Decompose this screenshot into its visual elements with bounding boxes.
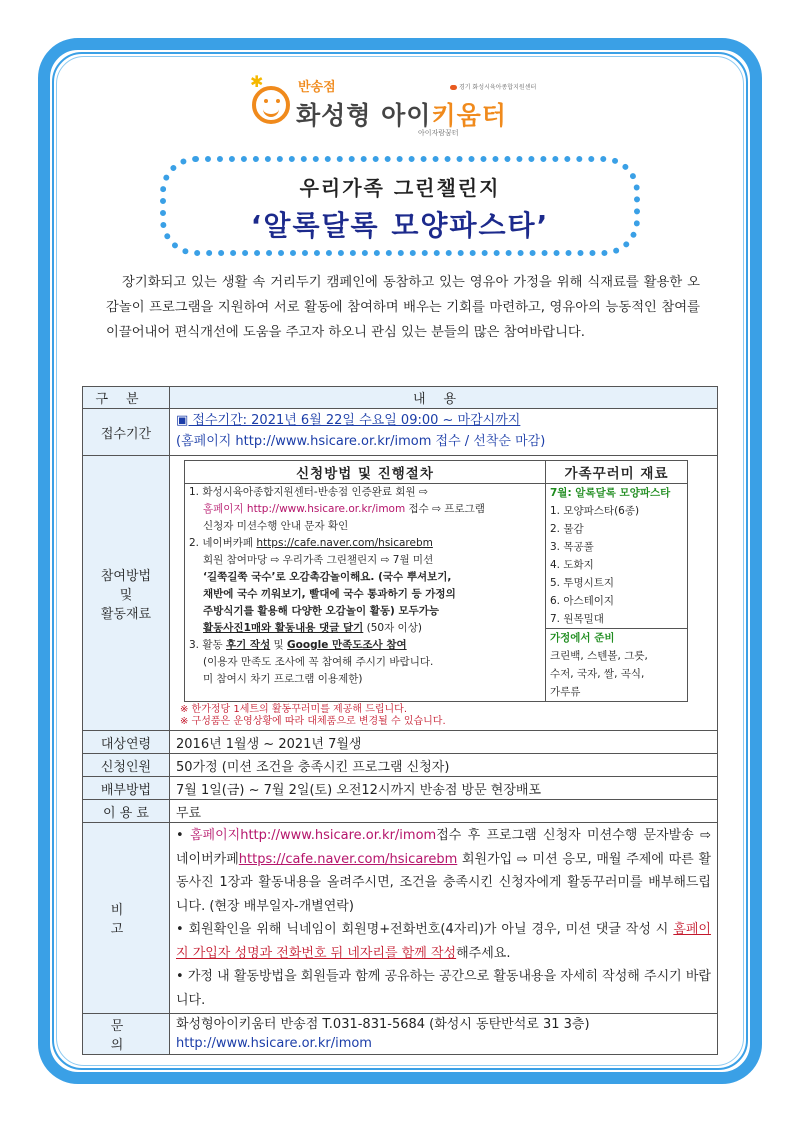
logo-name-part1: 화성형 아이 (296, 101, 432, 130)
procedure-step1-line2b: 접수 ⇨ 프로그램 (405, 503, 485, 515)
procedure-step1-line3: 신청자 미션수행 안내 문자 확인 (203, 520, 349, 532)
procedure-step3-line1 (189, 637, 541, 654)
material-item: 1. 모양파스타(6종) (550, 505, 640, 517)
procedure-step2-line4: 채반에 국수 끼워보기, 빨대에 국수 통과하기 등 가정의 (203, 588, 456, 600)
note-1: ※ 한가정당 1세트의 활동꾸러미를 제공해 드립니다. (180, 704, 408, 715)
table-row-distribution (83, 777, 718, 800)
procedure-step1-line2 (189, 501, 541, 518)
home-prep-title: 가정에서 준비 (550, 632, 615, 644)
participation-label-line3: 활동재료 (100, 606, 152, 622)
remarks-bullet-1 (176, 824, 711, 918)
home-prep-item: 크린백, 스텐볼, 그릇, (550, 650, 648, 662)
title-line2: ‘알록달록 모양파스타’ (250, 209, 550, 242)
intro-paragraph: 장기화되고 있는 생활 속 거리두기 캠페인에 동참하고 있는 영유아 가정을 위해 식재료를 활용한 오감놀이 프로그램을 지원하여 서로 활동에 참여하며 배우는 기회를 마련하고, 영유아의 능동적인 참여를 이끌어내어 편식개선에 도움을 주고자 하오니 관심 있는 분들의 많은 참여바랍니다. (106, 275, 700, 340)
logo-center-name (450, 82, 536, 91)
remarks-bullet-1-dot: • (176, 828, 190, 843)
material-item: 4. 도화지 (550, 559, 594, 571)
procedure-step2-line5: 주방식기를 활용해 다양한 오감놀이 활동) 모두가능 (203, 605, 440, 617)
logo-branch: 반송점 (298, 80, 336, 95)
table-row-reception (83, 409, 718, 456)
procedure-comment-req: 활동사진1매와 활동내용 댓글 달기 (203, 622, 364, 634)
remarks-bullet-1-text-a: 접수 후 프로그램 신청자 미션수행 문자발송 ⇨ 네이버카페 (176, 828, 711, 867)
header-col-content: 내용 (170, 387, 718, 409)
materials-cell (546, 484, 688, 629)
participation-content (170, 456, 718, 731)
table-row-remarks (83, 823, 718, 1014)
age-label: 대상연령 (83, 731, 170, 754)
remarks-bullet-2-text-b: 해주세요. (456, 945, 511, 961)
contact-label: 문 의 (83, 1014, 170, 1055)
table-row-people (83, 754, 718, 777)
remarks-bullet-2-text-a: • 회원확인을 위해 닉네임이 회원명+전화번호(4자리)가 아닐 경우, 미션 댓글 작성 시 (176, 922, 674, 937)
fee-value: 무료 (170, 800, 718, 823)
remarks-label: 비 고 (83, 823, 170, 1014)
star-icon: ✱ (250, 72, 264, 91)
center-logo-icon (450, 85, 457, 90)
material-item: 6. 아스테이지 (550, 595, 615, 607)
fee-label: 이 용 료 (83, 800, 170, 823)
table-row-contact (83, 1014, 718, 1055)
remarks-bullet-2 (176, 918, 711, 965)
title-line1: 우리가족 그린챌린지 (299, 176, 501, 200)
remarks-bullet-1-text-b: 회원가입 ⇨ 미션 응모, 매월 주제에 따른 활동사진 1장과 활동내용을 올려주시면, 조건을 충족시킨 신청자에게 활동꾸러미를 배부해드립니다. (현장 배부일자-개별연락) (176, 851, 711, 914)
material-item: 5. 투명시트지 (550, 577, 615, 589)
table-row-age (83, 731, 718, 754)
material-item: 3. 목공풀 (550, 541, 594, 553)
remarks-cafe-link[interactable]: https://cafe.naver.com/hsicarebm (238, 851, 458, 867)
procedure-header: 신청방법 및 진행절차 (185, 461, 546, 484)
distribution-value: 7월 1일(금) ~ 7월 2일(토) 오전12시까지 반송점 방문 현장배포 (170, 777, 718, 800)
procedure-review: 후기 작성 (225, 639, 271, 651)
procedure-table (184, 460, 688, 702)
participation-label (83, 456, 170, 731)
info-table (82, 386, 718, 1055)
smiley-face-icon (252, 86, 290, 124)
material-item: 2. 물감 (550, 523, 584, 535)
procedure-step1-line1: 1. 화성시육아종합지원센터-반송점 인증완료 회원 ⇨ (189, 486, 428, 498)
procedure-step2-line2: 회원 참여마당 ⇨ 우리가족 그린챌린지 ⇨ 7월 미션 (203, 554, 434, 566)
reception-content (170, 409, 718, 456)
procedure-step3-line2: (이용자 만족도 조사에 꼭 참여해 주시기 바랍니다. (203, 656, 434, 668)
procedure-comment-min: (50자 이상) (363, 622, 422, 634)
materials-header: 가족꾸러미 재료 (546, 461, 688, 484)
participation-label-line1: 참여방법 (100, 568, 152, 584)
procedure-step3-line3: 미 참여시 차기 프로그램 이용제한) (203, 673, 363, 685)
remarks-homepage-link[interactable]: 홈페이지http://www.hsicare.or.kr/imom (189, 828, 437, 843)
remarks-bullet-3: • 가정 내 활동방법을 회원들과 함께 공유하는 공간으로 활동내용을 자세히 작성해 주시기 바랍니다. (176, 969, 711, 1008)
procedure-step2-prefix: 2. 네이버카페 (189, 537, 257, 549)
logo (250, 72, 560, 137)
reception-line2: (홈페이지 http://www.hsicare.or.kr/imom 접수 / 선착순 마감) (176, 434, 546, 449)
home-prep-item: 수저, 국자, 쌀, 곡식, (550, 668, 645, 680)
reception-label: 접수기간 (83, 409, 170, 456)
people-label: 신청인원 (83, 754, 170, 777)
age-value: 2016년 1월생 ~ 2021년 7월생 (170, 731, 718, 754)
procedure-step2-line3: ‘길쭉길쭉 국수’로 오감촉감놀이해요. (국수 뿌셔보기, (203, 571, 452, 583)
naver-cafe-link[interactable]: https://cafe.naver.com/hsicarebm (256, 537, 433, 549)
remarks-bullet-2-highlight: 홈페이지 가입자 성명과 전화번호 뒤 네자리를 함께 작성 (176, 922, 711, 961)
distribution-label: 배부방법 (83, 777, 170, 800)
home-prep-cell (546, 629, 688, 702)
procedure-step3-and: 및 (270, 639, 288, 651)
contact-line1: 화성형아이키움터 반송점 T.031-831-5684 (화성시 동탄반석로 31 3층) (176, 1017, 590, 1032)
contact-content (170, 1014, 718, 1055)
homepage-link[interactable]: 홈페이지 http://www.hsicare.or.kr/imom (203, 503, 406, 515)
table-row-participation (83, 456, 718, 731)
note-2: ※ 구성품은 운영상황에 따라 대체품으로 변경될 수 있습니다. (180, 716, 446, 727)
materials-title: 7월: 알록달록 모양파스타 (550, 487, 671, 499)
logo-name (296, 96, 507, 132)
home-prep-item: 가루류 (550, 686, 581, 698)
participation-label-line2: 및 (119, 587, 133, 603)
remarks-content (170, 823, 718, 1014)
procedure-step3-prefix: 3. 활동 (189, 639, 226, 651)
procedure-step2-line6 (189, 620, 541, 637)
logo-name-part2: 키움터 (431, 101, 507, 130)
material-item: 7. 원목밀대 (550, 613, 604, 625)
logo-sub: 아이자람꿈터 (418, 129, 459, 137)
table-header-row (83, 387, 718, 409)
header-col-category: 구분 (83, 387, 170, 409)
table-row-fee (83, 800, 718, 823)
people-value: 50가정 (미션 조건을 충족시킨 프로그램 신청자) (170, 754, 718, 777)
procedure-survey: Google 만족도조사 참여 (287, 639, 407, 651)
contact-link[interactable]: http://www.hsicare.or.kr/imom (176, 1036, 372, 1051)
procedure-step2-line1 (189, 535, 541, 552)
logo-center-text: 경기 화성시육아종합지원센터 (459, 84, 537, 91)
reception-line1: ▣ 접수기간: 2021년 6월 22일 수요일 09:00 ~ 마감시까지 (176, 413, 521, 428)
procedure-cell (185, 484, 546, 702)
